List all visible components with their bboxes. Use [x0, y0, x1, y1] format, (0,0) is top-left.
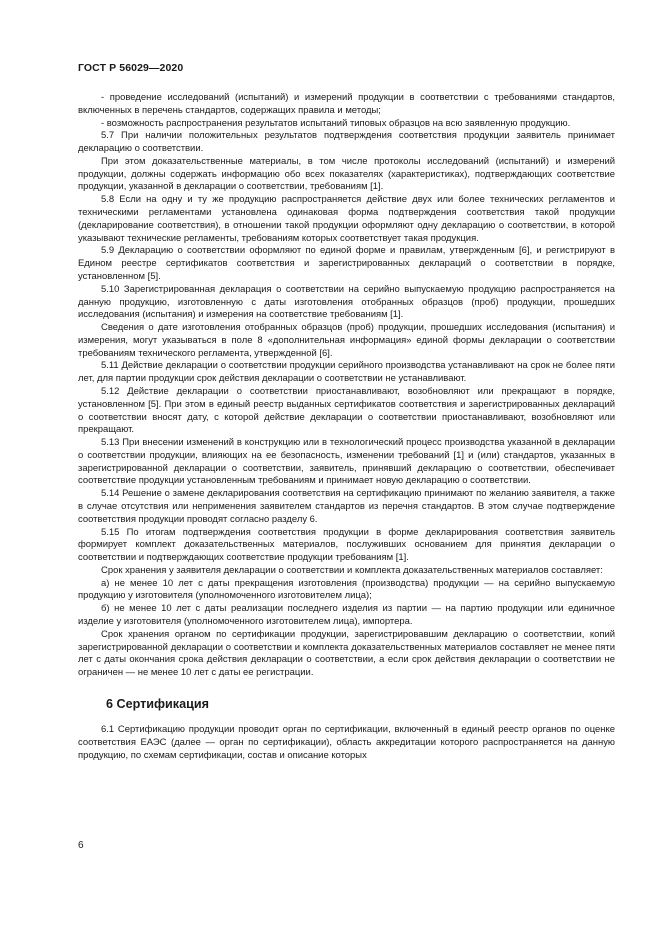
- paragraph: 5.10 Зарегистрированная декларация о соответствии на серийно выпускаемую продукцию распространяется на данную продукцию, изготовленную с даты изготовления отобранных образцов (проб) продукции, прошедших исследования (испытания) и измерения на соответствие требованиям [1].: [78, 283, 615, 321]
- section-heading: 6 Сертификация: [106, 696, 209, 711]
- paragraph: 5.15 По итогам подтверждения соответствия продукции в форме декларирования соответствия заявитель формирует комплект доказательственных материалов, послуживших основанием для принятия декларации о соответствии и подтверждающих соответствие продукции требованиям [1].: [78, 526, 615, 564]
- paragraph: 5.14 Решение о замене декларирования соответствия на сертификацию принимают по желанию заявителя, а также в случае отсутствия или неприменения заявителем стандартов из перечня стандартов. В этом случае подтверждение соответствия продукции проводят согласно разделу 6.: [78, 488, 615, 525]
- paragraph: 5.12 Действие декларации о соответствии приостанавливают, возобновляют или прекращают в порядке, установленном [5]. При этом в единый реестр выданных сертификатов соответствия и зарегистрированных деклараций о соответствии вносят дату, с которой действие декларации о соответствии приостанавливают, возобновляют или прекращают.: [78, 385, 615, 436]
- paragraph: 5.8 Если на одну и ту же продукцию распространяется действие двух или более технических регламентов и техническими регламентами установлена одинаковая форма подтверждения соответствия такой продукции (декларирование соответствия), в отношении такой продукции оформляют одну декларацию о соответствии, в которой указывают технические регламенты, требованиям которых соответствует такая продукция.: [78, 194, 615, 244]
- document-header: ГОСТ Р 56029—2020: [78, 62, 184, 74]
- paragraph: б) не менее 10 лет с даты реализации последнего изделия из партии — на партию продукции или единичное изделие у изготовителя (уполномоченного изготовителем лица), импортера.: [78, 603, 615, 628]
- paragraph: - возможность распространения результатов испытаний типовых образцов на всю заявленную продукцию.: [101, 117, 571, 129]
- paragraph-group-top: [78, 92, 615, 680]
- paragraph-group-bottom: [78, 724, 615, 762]
- paragraph: 5.13 При внесении изменений в конструкцию или в технологический процесс производства указанной в декларации о соответствии продукции, влияющих на ее безопасность, изменении требований [1] и (или) стандартов, указанных в зарегистрированной декларации о соответствии, заявитель, принявший декларацию о соответствии, обеспечивает соответствие продукции установленным требованиям и принимает новую декларацию о соответствии.: [78, 437, 615, 487]
- paragraph: 5.9 Декларацию о соответствии оформляют по единой форме и правилам, утвержденным [6], и регистрируют в Едином реестре сертификатов соответствия и зарегистрированных деклараций о соответствии в порядке, установленном [5].: [78, 245, 615, 282]
- page-body: [78, 92, 615, 762]
- paragraph: - проведение исследований (испытаний) и измерений продукции в соответствии с требованиями стандартов, включенных в перечень стандартов, содержащих правила и методы;: [78, 92, 615, 116]
- paragraph: а) не менее 10 лет с даты прекращения изготовления (производства) продукции — на серийно выпускаемую продукцию у изготовителя (уполномоченного изготовителем лица);: [78, 577, 615, 602]
- paragraph: 6.1 Сертификацию продукции проводит орган по сертификации, включенный в единый реестр органов по оценке соответствия ЕАЭС (далее — орган по сертификации), область аккредитации которого распространяется на данную продукцию, по схемам сертификации, состав и описание которых: [78, 723, 615, 761]
- paragraph: 5.7 При наличии положительных результатов подтверждения соответствия продукции заявитель принимает декларацию о соответствии.: [78, 130, 615, 155]
- paragraph: Срок хранения у заявителя декларации о соответствии и комплекта доказательственных материалов составляет:: [101, 564, 603, 576]
- page-number: 6: [78, 840, 84, 851]
- paragraph: Сведения о дате изготовления отобранных образцов (проб) продукции, прошедших исследования (испытания) и измерения, могут указываться в поле 8 «дополнительная информация» единой формы декларации о соответствии требованиям технического регламента, утвержденной [6].: [78, 322, 615, 359]
- paragraph: 5.11 Действие декларации о соответствии продукции серийного производства устанавливают на срок не более пяти лет, для партии продукции срок действия декларации о соответствии не устанавливают.: [78, 360, 615, 385]
- paragraph: Срок хранения органом по сертификации продукции, зарегистрировавшим декларацию о соответствии, копий зарегистрированной декларации о соответствии и комплекта доказательственных материалов составляет не менее пяти лет с даты окончания срока действия декларации о соответствии, а если срок действия декларации о соответствии не ограничен — не менее 10 лет с даты ее регистрации.: [78, 628, 615, 679]
- paragraph: При этом доказательственные материалы, в том числе протоколы исследований (испытаний) и измерений продукции, должны содержать информацию обо всех показателях (характеристиках), подтверждающих соответствие продукции, указанной в декларации о соответствии, требованиям [1].: [78, 155, 615, 193]
